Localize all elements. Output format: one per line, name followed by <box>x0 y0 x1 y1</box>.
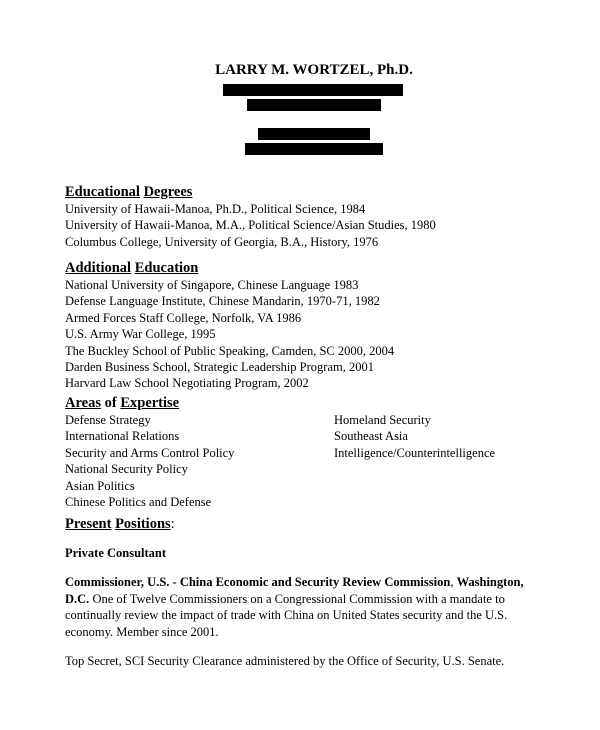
additional-education-item: The Buckley School of Public Speaking, Camden, SC 2000, 2004 <box>65 343 395 358</box>
expertise-right-column <box>334 412 495 461</box>
expertise-left-column <box>65 412 234 510</box>
additional-education-item: Harvard Law School Negotiating Program, 2002 <box>65 376 309 391</box>
education-item: University of Hawaii-Manoa, Ph.D., Political Science, 1984 <box>65 202 366 216</box>
expertise-item: Homeland Security <box>334 413 431 427</box>
expertise-columns <box>65 412 496 510</box>
expertise-item: Defense Strategy <box>65 413 151 427</box>
additional-education-item: U.S. Army War College, 1995 <box>65 327 216 342</box>
expertise-item: International Relations <box>65 429 180 444</box>
expertise-item: Intelligence/Counterintelligence <box>334 445 496 460</box>
clearance-text: Top Secret, SCI Security Clearance administered by the Office of Security, U.S. Senate. <box>65 654 505 669</box>
expertise-item: Southeast Asia <box>334 429 408 444</box>
private-consultant: Private Consultant <box>65 546 167 560</box>
expertise-item: Asian Politics <box>65 478 135 493</box>
resume-name: LARRY M. WORTZEL, Ph.D. <box>215 62 413 78</box>
expertise-item: Chinese Politics and Defense <box>65 495 212 510</box>
expertise-section <box>65 394 496 510</box>
education-heading: Educational Degrees <box>65 184 193 200</box>
additional-education-item: Defense Language Institute, Chinese Mandarin, 1970-71, 1982 <box>65 294 380 309</box>
redacted-line-1 <box>223 84 403 96</box>
commissioner-paragraph: Commissioner, U.S. - China Economic and Security Review Commission, Washington, D.C. One of Twelve Commissioners on a Congressional Commission with a mandate to continually review the impact of trade with China on United States security and the U.S. economy. Member since 2001. <box>65 575 524 639</box>
expertise-heading: Areas of Expertise <box>65 395 180 411</box>
positions-heading: Present Positions: <box>65 516 175 532</box>
redacted-line-2 <box>247 99 381 111</box>
expertise-item: National Security Policy <box>65 462 188 477</box>
positions-section <box>65 515 525 669</box>
additional-education-section <box>65 259 394 392</box>
additional-education-heading: Additional Education <box>65 260 199 276</box>
expertise-item: Security and Arms Control Policy <box>65 445 235 460</box>
education-section <box>65 183 436 250</box>
education-item: University of Hawaii-Manoa, M.A., Political Science/Asian Studies, 1980 <box>65 218 436 233</box>
additional-education-item: National University of Singapore, Chinese Language 1983 <box>65 278 359 292</box>
education-item: Columbus College, University of Georgia, B.A., History, 1976 <box>65 234 379 249</box>
redacted-line-4 <box>245 143 383 155</box>
additional-education-item: Darden Business School, Strategic Leadership Program, 2001 <box>65 360 374 375</box>
redacted-line-3 <box>258 128 370 140</box>
additional-education-item: Armed Forces Staff College, Norfolk, VA 1986 <box>65 310 302 325</box>
